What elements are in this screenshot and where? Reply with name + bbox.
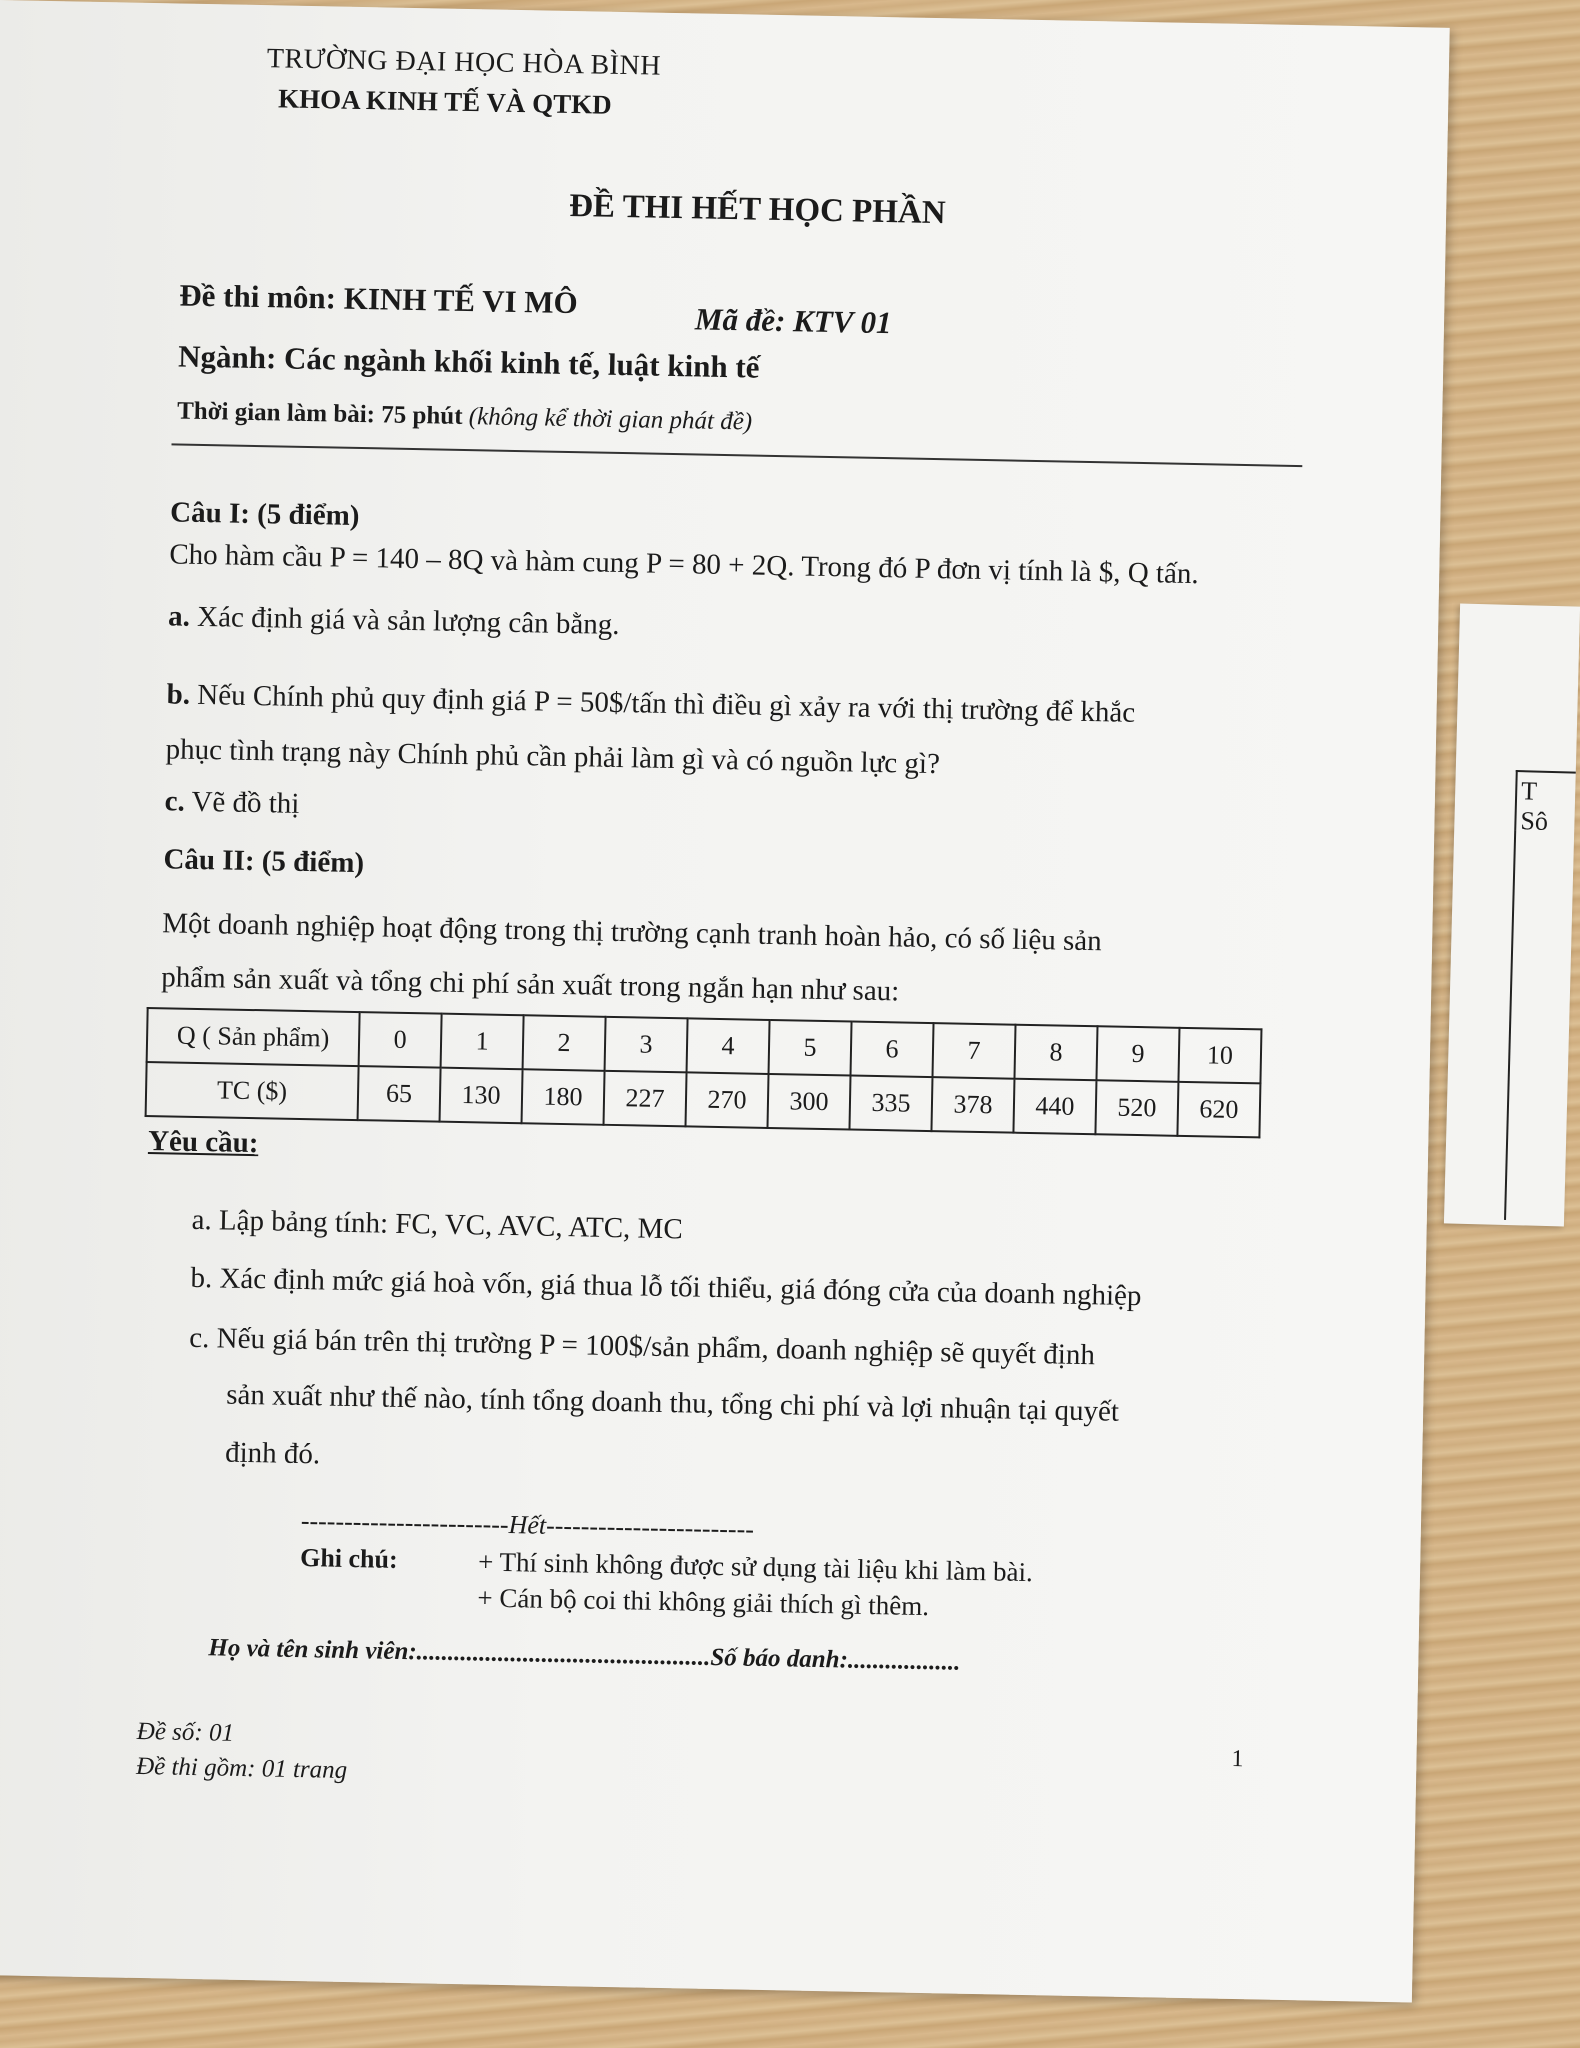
student-info-line: Họ và tên sinh viên:...............................................Số báo danh:.................. xyxy=(208,1634,961,1676)
table-cell: 2 xyxy=(523,1015,606,1071)
exam-time xyxy=(177,397,753,436)
exam-code: Mã đề: KTV 01 xyxy=(694,301,892,341)
question-1-text: Cho hàm cầu P = 140 – 8Q và hàm cung P = 80 + 2Q. Trong đó P đơn vị tính là $, Q tấn. xyxy=(169,538,1199,591)
question-2-title: Câu II: (5 điểm) xyxy=(163,843,365,880)
table-cell: 300 xyxy=(767,1074,850,1130)
fragment-text-1: T xyxy=(1520,776,1538,806)
table-cell: 227 xyxy=(604,1071,687,1127)
table-cell: 9 xyxy=(1096,1026,1179,1082)
requirement-c: c. Nếu giá bán trên thị trường P = 100$/sản phẩm, doanh nghiệp sẽ quyết định xyxy=(189,1321,1096,1372)
background-paper-line xyxy=(1504,830,1516,1220)
end-marker: ------------------------Hết------------------------ xyxy=(300,1506,755,1544)
exam-major: Ngành: Các ngành khối kinh tế, luật kinh tế xyxy=(177,338,760,385)
cost-table xyxy=(145,1007,1263,1138)
requirement-c-cont: sản xuất như thế nào, tính tổng doanh thu, tổng chi phí và lợi nhuận tại quyết xyxy=(225,1378,1120,1428)
table-cell: 7 xyxy=(932,1023,1015,1079)
table-cell: 65 xyxy=(358,1066,441,1122)
table-cell: 0 xyxy=(359,1012,442,1068)
requirement-a: a. Lập bảng tính: FC, VC, AVC, ATC, MC xyxy=(191,1203,684,1246)
table-header-tc: TC ($) xyxy=(146,1062,359,1120)
background-paper xyxy=(1444,604,1580,1227)
part-c-label: c. xyxy=(164,785,186,818)
table-cell: 130 xyxy=(440,1068,523,1124)
table-cell: 335 xyxy=(849,1076,932,1132)
part-b-label: b. xyxy=(166,678,191,711)
exam-time-note: (không kể thời gian phát đề) xyxy=(468,403,753,436)
table-cell: 4 xyxy=(687,1018,770,1074)
exam-title: ĐỀ THI HẾT HỌC PHẦN xyxy=(568,187,946,232)
question-1-part-a xyxy=(168,600,620,642)
question-1-part-b-cont: phục tình trạng này Chính phủ cần phải làm gì và có nguồn lực gì? xyxy=(165,733,941,781)
table-cell: 378 xyxy=(931,1077,1014,1133)
question-2-text: Một doanh nghiệp hoạt động trong thị trường cạnh tranh hoàn hảo, có số liệu sản xyxy=(161,907,1102,958)
table-cell: 5 xyxy=(769,1020,852,1076)
question-1-title: Câu I: (5 điểm) xyxy=(169,496,360,532)
faculty-name: KHOA KINH TẾ VÀ QTKD xyxy=(277,83,612,120)
school-name: TRƯỜNG ĐẠI HỌC HÒA BÌNH xyxy=(266,43,662,82)
table-cell: 3 xyxy=(605,1017,688,1073)
requirements-title: Yêu cầu: xyxy=(147,1125,259,1160)
part-a-label: a. xyxy=(167,600,191,633)
note-line-1: + Thí sinh không được sử dụng tài liệu khi làm bài. xyxy=(477,1546,1034,1588)
note-label: Ghi chú: xyxy=(299,1543,398,1574)
requirement-b: b. Xác định mức giá hoà vốn, giá thua lỗ tối thiểu, giá đóng cửa của doanh nghiệp xyxy=(190,1261,1142,1313)
header-divider xyxy=(171,443,1302,467)
question-2-text-cont: phẩm sản xuất và tổng chi phí sản xuất trong ngắn hạn như sau: xyxy=(160,961,900,1008)
question-1-part-b xyxy=(166,678,1135,730)
table-cell: 180 xyxy=(522,1069,605,1125)
page-number: 1 xyxy=(1231,1745,1244,1773)
table-cell: 440 xyxy=(1013,1079,1096,1135)
part-b-text: Nếu Chính phủ quy định giá P = 50$/tấn thì điều gì xảy ra với thị trường để khắc xyxy=(197,678,1136,729)
exam-subject: Đề thi môn: KINH TẾ VI MÔ xyxy=(179,277,579,321)
background-paper-fragment xyxy=(1514,770,1576,836)
table-cell: 10 xyxy=(1178,1028,1261,1084)
table-cell: 8 xyxy=(1014,1025,1097,1081)
exam-time-label: Thời gian làm bài: 75 phút xyxy=(176,397,463,430)
page-count: Đề thi gồm: 01 trang xyxy=(135,1752,348,1784)
part-c-text: Vẽ đồ thị xyxy=(191,785,300,820)
question-1-part-c xyxy=(164,785,299,821)
table-cell: 1 xyxy=(441,1014,524,1070)
exam-number: Đề số: 01 xyxy=(136,1717,235,1747)
table-header-q: Q ( Sản phẩm) xyxy=(147,1008,360,1066)
note-line-2: + Cán bộ coi thi không giải thích gì thêm. xyxy=(477,1582,930,1622)
requirement-c-cont-2: định đó. xyxy=(224,1436,321,1471)
table-cell: 270 xyxy=(686,1072,769,1128)
fragment-text-2: Sô xyxy=(1520,806,1549,836)
table-cell: 6 xyxy=(851,1022,934,1078)
table-cell: 520 xyxy=(1095,1080,1178,1136)
table-cell: 620 xyxy=(1177,1082,1260,1138)
part-a-text: Xác định giá và sản lượng cân bằng. xyxy=(196,600,620,642)
